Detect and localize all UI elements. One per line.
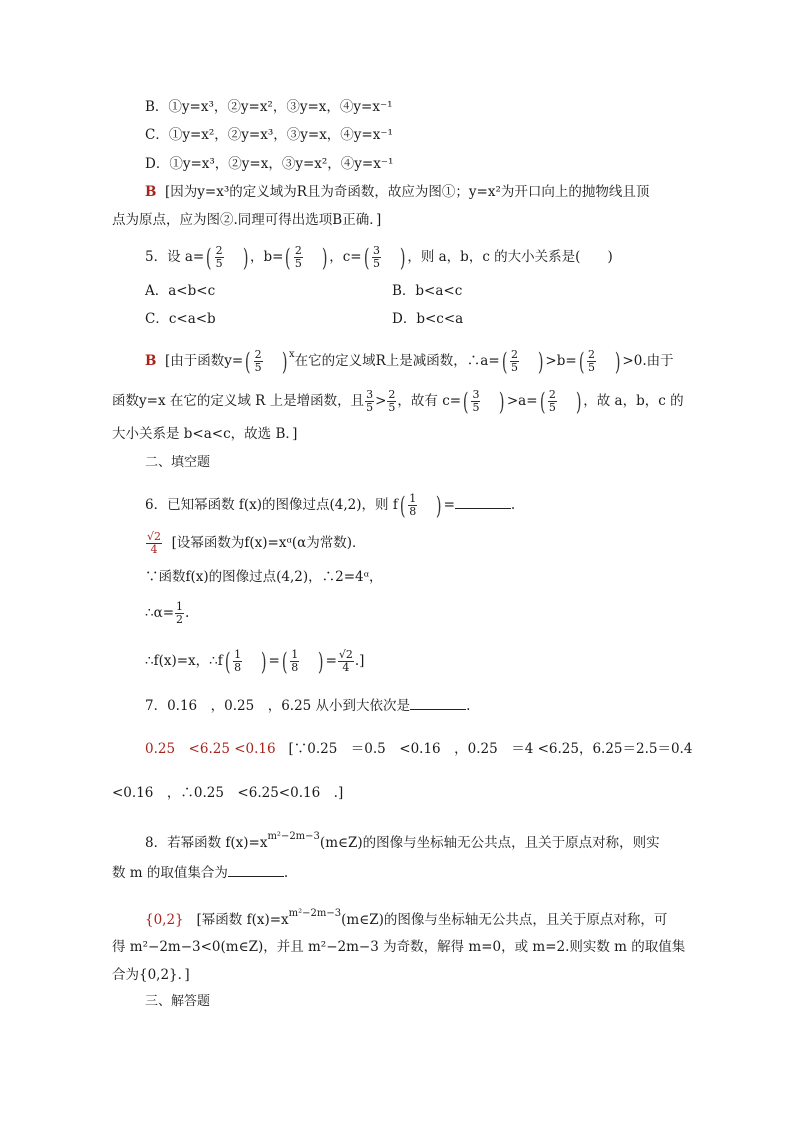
answer-5-line-3: 大小关系是 b<a<c，故选 B．] bbox=[112, 426, 298, 442]
q5-pre: 5．设 a= bbox=[145, 249, 205, 265]
answer-5-line-1: B [由于函数y=( $\frac{2}{5}$ ) $^x$在它的定义域R上是减函数，∴a=( $\frac{2}{5}$ ) >b=( $\frac{2}{5}$ ) >0.由于 bbox=[145, 347, 674, 376]
section-solution-title: 三、解答题 bbox=[145, 994, 211, 1009]
answer-4-line-1 bbox=[145, 183, 649, 201]
answer-8-line-2: 得 m²−2m−3<0(m∈Z)，并且 m²−2m−3 为奇数，解得 m=0，或 m=2.则实数 m 的取值集 bbox=[112, 939, 686, 955]
answer-8-value: {0,2} bbox=[145, 912, 184, 928]
answer-6-value: $\frac{√2}{4}$ bbox=[147, 530, 162, 556]
answer-6-line-3: ∴α= $\frac{1}{2}$ . bbox=[145, 600, 190, 626]
q5-mid1: ，b= bbox=[250, 249, 284, 265]
q5-post: ，则 a，b，c 的大小关系是( ) bbox=[407, 249, 613, 265]
answer-blank bbox=[455, 496, 511, 509]
option-b-line: B．①y=x³，②y=x²，③y=x，④y=x⁻¹ bbox=[145, 99, 393, 115]
answer-4-text-1: [因为y=x³的定义域为R且为奇函数，故应为图①；y=x²为开口向上的抛物线且顶 bbox=[165, 184, 650, 200]
answer-8-line-3: 合为{0,2}．] bbox=[112, 967, 190, 983]
q5-mid2: ，c= bbox=[329, 249, 362, 265]
fraction-2-5: $\frac{2}{5}$ bbox=[254, 348, 262, 374]
answer-6-line-2: ∵函数f(x)的图像过点(4,2)，∴2=4ᵅ， bbox=[145, 569, 383, 585]
answer-8-line-1: {0,2} [幂函数 $f(x)=x^{m^2-2m-3}(m\in Z)$的图像与坐标轴无公共点，且关于原点对称，可 bbox=[145, 908, 668, 928]
question-7: 7．0.16 ，0.25 ，6.25 从小到大依次是 . bbox=[145, 698, 471, 714]
q5-option-b: B．b<a<c bbox=[392, 283, 463, 299]
answer-blank bbox=[228, 864, 284, 877]
fraction-2-5: $\frac{2}{5}$ bbox=[215, 244, 223, 270]
question-8-line-2: 数 m 的取值集合为 . bbox=[112, 865, 289, 881]
fraction-3-5: $\frac{3}{5}$ bbox=[372, 244, 380, 270]
option-c-line: C．①y=x²，②y=x³，③y=x，④y=x⁻¹ bbox=[145, 127, 393, 143]
answer-5-line-2: 函数y=x 在它的定义域 R 上是增函数，且 $\frac{3}{5}$ > $\frac{2}{5}$ ，故有 c=( $\frac{3}{5}$ ) >a=( $\frac{2}{5}$ ) ，故 a，b，c 的 bbox=[112, 387, 684, 416]
option-d-line: D．①y=x³，②y=x，③y=x²，④y=x⁻¹ bbox=[145, 156, 394, 172]
fraction-2-5: $\frac{2}{5}$ bbox=[294, 244, 302, 270]
answer-7-value: 0.25 <6.25 <0.16 bbox=[145, 741, 276, 757]
answer-6-line-1: $\frac{√2}{4}$ [设幂函数为f(x)=xᵅ(α为常数)． bbox=[147, 530, 366, 556]
question-5: 5．设 a=( $\frac{2}{5}$ ) ，b=( $\frac{2}{5}$ ) ，c=( $\frac{3}{5}$ ) ，则 a，b，c 的大小关系是( ) bbox=[145, 243, 613, 272]
q5-option-c: C．c<a<b bbox=[145, 311, 216, 327]
question-6: 6．已知幂函数 f(x)的图像过点(4,2)，则 f( $\frac{1}{8}$ ) = . bbox=[145, 491, 516, 520]
answer-7-line-1: 0.25 <6.25 <0.16 [∵0.25 ＝0.5 <0.16 ，0.25 ＝4 <6.25，6.25＝2.5＝0.4 bbox=[145, 741, 693, 757]
section-fill-in-title: 二、填空题 bbox=[145, 455, 211, 470]
q5-option-d: D．b<c<a bbox=[392, 311, 464, 327]
answer-4-letter: B bbox=[145, 184, 157, 200]
question-8-line-1: 8．若幂函数 $f(x)=x^{m^2-2m-3}(m\in Z)$的图像与坐标轴无公共点，且关于原点对称，则实 bbox=[145, 831, 660, 851]
q5-option-a: A．a<b<c bbox=[145, 283, 216, 299]
answer-4-line-2: 点为原点，应为图②.同理可得出选项B正确．] bbox=[112, 212, 382, 228]
answer-blank bbox=[410, 697, 466, 710]
answer-7-line-2: <0.16 ，∴0.25 <6.25<0.16 .] bbox=[112, 785, 344, 801]
answer-5-letter: B bbox=[145, 353, 157, 369]
answer-6-line-4: ∴f(x)=x，∴f( $\frac{1}{8}$ ) =( $\frac{1}{8}$ ) = $\frac{√2}{4}$ .] bbox=[145, 647, 365, 676]
